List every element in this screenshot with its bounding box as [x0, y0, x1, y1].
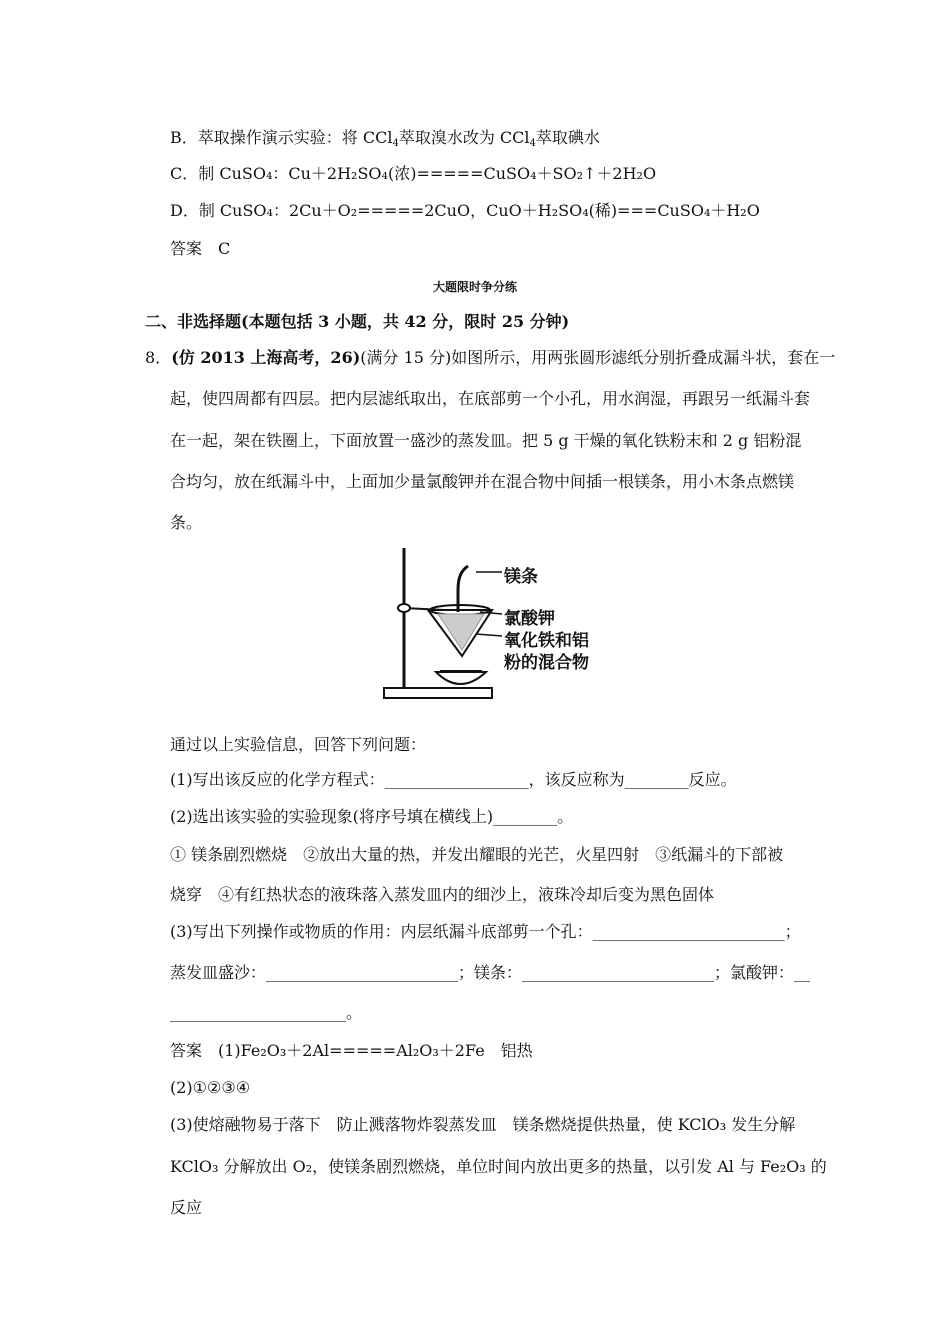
option-b-text1: B．萃取操作演示实验：将 CCl — [170, 128, 393, 147]
question-2: (2)选出该实验的实验现象(将序号填在横线上)________。 — [170, 807, 574, 826]
answer-3-line3: 反应 — [170, 1198, 203, 1217]
question-8-line3: 在一起，架在铁圈上，下面放置一盛沙的蒸发皿。把 5 g 干燥的氧化铁粉末和 2 g 铝粉混 — [170, 431, 802, 450]
question-3-line2: 蒸发皿盛沙：________________________；镁条：________________________；氯酸钾：__ — [170, 963, 811, 982]
subscript: 4 — [529, 138, 536, 149]
label-mixture-line1: 氧化铁和铝 — [504, 631, 589, 651]
mg-ribbon-top — [458, 566, 468, 590]
question-2-options-line2: 烧穿 ④有红热状态的液珠落入蒸发皿内的细沙上，液珠冷却后变为黑色固体 — [170, 885, 715, 904]
apparatus-figure — [382, 544, 622, 702]
question-3-line3: ______________________。 — [170, 1003, 363, 1022]
pointer-mixture — [476, 634, 502, 636]
answer-3-line1: (3)使熔融物易于落下 防止溅落物炸裂蒸发皿 镁条燃烧提供热量，使 KClO₃ 发生分解 — [170, 1115, 796, 1134]
question-8-line2: 起，使四周都有四层。把内层滤纸取出，在底部剪一个小孔，用水润湿，再跟另一纸漏斗套 — [170, 389, 811, 408]
label-mixture-line2: 粉的混合物 — [504, 653, 589, 673]
question-8-line1 — [145, 348, 835, 368]
question-source: (仿 2013 上海高考，26) — [171, 348, 361, 367]
answer-2: (2)①②③④ — [170, 1078, 251, 1097]
questions-intro: 通过以上实验信息，回答下列问题： — [170, 735, 427, 754]
option-b — [170, 128, 600, 154]
section-title: 大题限时争分练 — [432, 280, 517, 294]
question-8-line4: 合均匀，放在纸漏斗中，上面加少量氯酸钾并在混合物中间插一根镁条，用小木条点燃镁 — [170, 472, 795, 491]
option-d: D．制 CuSO₄：2Cu＋O₂=====2CuO，CuO＋H₂SO₄(稀)===CuSO₄＋H₂O — [170, 201, 760, 220]
subscript: 4 — [392, 138, 399, 149]
question-8-line5: 条。 — [170, 513, 203, 532]
option-b-text3: 萃取碘水 — [535, 128, 600, 147]
section-heading: 二、非选择题(本题包括 3 小题，共 42 分，限时 25 分钟) — [145, 312, 570, 331]
stand-base — [384, 688, 492, 698]
label-mg-ribbon: 镁条 — [504, 567, 538, 587]
question-text: (满分 15 分)如图所示，用两张圆形滤纸分别折叠成漏斗状，套在一 — [360, 348, 836, 367]
question-3-line1: (3)写出下列操作或物质的作用：内层纸漏斗底部剪一个孔：________________________； — [170, 922, 801, 941]
question-number: 8． — [145, 348, 172, 367]
clamp — [398, 604, 410, 612]
option-c: C．制 CuSO₄：Cu＋2H₂SO₄(浓)=====CuSO₄＋SO₂↑＋2H₂O — [170, 164, 657, 183]
answer-3-line2: KClO₃ 分解放出 O₂，使镁条剧烈燃烧，单位时间内放出更多的热量，以引发 Al 与 Fe₂O₃ 的 — [170, 1157, 827, 1176]
option-b-text2: 萃取溴水改为 CCl — [398, 128, 530, 147]
label-kclo3: 氯酸钾 — [504, 609, 555, 629]
question-2-options-line1: ① 镁条剧烈燃烧 ②放出大量的热，并发出耀眼的光芒，火星四射 ③纸漏斗的下部被 — [170, 845, 784, 864]
evaporating-dish — [436, 672, 486, 684]
answer-prev: 答案 C — [170, 239, 231, 258]
answer-1: 答案 (1)Fe₂O₃＋2Al=====Al₂O₃＋2Fe 铝热 — [170, 1041, 533, 1060]
question-1: (1)写出该反应的化学方程式：__________________，该反应称为________反应。 — [170, 770, 737, 789]
apparatus-drawing — [382, 544, 622, 702]
